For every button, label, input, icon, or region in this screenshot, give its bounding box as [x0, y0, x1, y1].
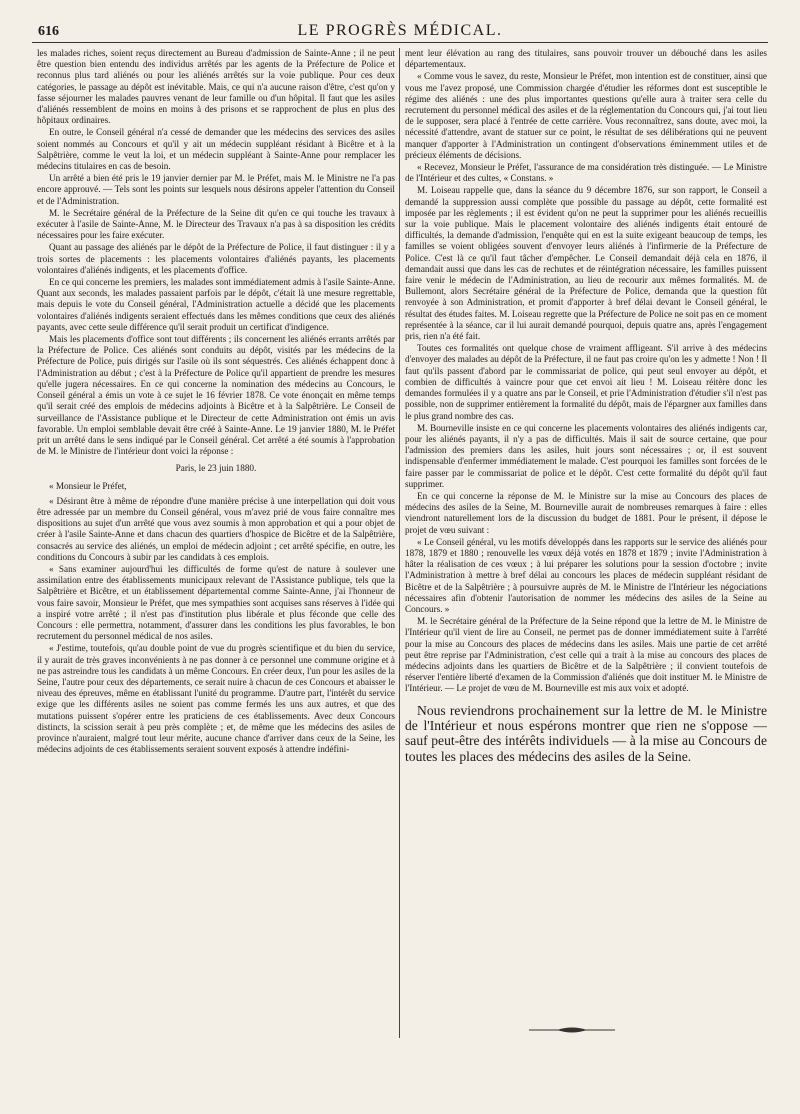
paragraph: « Recevez, Monsieur le Préfet, l'assurance de ma considération très distinguée. — Le Ministre de l'Intérieur et des cultes, « Constans. »	[405, 162, 767, 184]
right-column	[405, 48, 767, 1068]
paragraph: En outre, le Conseil général n'a cessé de demander que les médecins des services des asiles soient nommés au Concours et qu'il y ait un médecin suppléant résidant à Bicêtre et à la Salpêtrière, comme le veut la loi, et un médecin suppléant à Sainte-Anne pour remplacer les médecins titulaires en cas de besoin.	[37, 127, 395, 172]
running-title: LE PROGRÈS MÉDICAL.	[297, 22, 503, 39]
paragraph: Un arrêté a bien été pris le 19 janvier dernier par M. le Préfet, mais M. le Ministre ne l'a pas encore approuvé. — Tels sont les points sur lesquels nous désirons appeler l'attention du Conseil et de l'Administration.	[37, 173, 395, 206]
letter-date: Paris, le 23 juin 1880.	[175, 463, 257, 474]
column-divider	[399, 48, 400, 1038]
letter-paragraph: « Sans examiner aujourd'hui les difficultés de forme qu'est de nature à soulever une assimilation entre des établissements municipaux relevant de l'Assistance publique, tels que la Salpêtrière et Bicêtre, et un établissement départemental comme Sainte-Anne, j'ai l'honneur de vous faire savoir, Monsieur le Préfet, que mes sympathies sont acquises sans réserves à l'idée qui a inspiré votre arrêté ; il n'est pas d'institution plus libérale et plus féconde que celle des Concours : elle permettra, notamment, d'assurer dans les conditions les plus favorables, le bon recrutement du personnel médical de nos asiles.	[37, 563, 395, 642]
paragraph: « Comme vous le savez, du reste, Monsieur le Préfet, mon intention est de constituer, ainsi que vous me l'avez proposé, une Commission chargée d'étudier les réformes dont est susceptible le régime des aliénés : une des plus importantes questions qu'elle aura à traiter sera celle du recrutement du personnel médical des asiles et de la réglementation du Concours qui, j'ai tout lieu de le supposer, sera placé à l'entrée de cette carrière. Vous reconnaîtrez, sans doute, avec moi, la nécessité d'attendre, avant de statuer sur ce point, le résultat de ses délibérations qui ne peuvent manquer d'apporter à l'Administration un contingent d'observations éminemment utiles et de précieux éléments de décisions.	[405, 71, 767, 160]
page-number: 616	[38, 24, 59, 39]
paragraph: les malades riches, soient reçus directement au Bureau d'admission de Sainte-Anne ; il ne peut être question bien entendu des individus arrêtés par les agents de la Préfecture de Police et reconnus plus tard aliénés ou pour les aliénés arrêtés sur la voie publique. Pour ces deux catégories, le passage au dépôt est inévitable. Mais, ce qui n'a aucune raison d'être, c'est qu'on y fasse séjourner les malades pauvres venant de leur famille ou d'un hôpital. Il faut que les asiles d'aliénés ressemblent de moins en moins à des prisons et se rapprochent de plus en plus des hôpitaux ordinaires.	[37, 48, 395, 126]
end-ornament	[527, 1025, 617, 1035]
paragraph: M. Loiseau rappelle que, dans la séance du 9 décembre 1876, sur son rapport, le Conseil a demandé la suppression aussi complète que possible du passage au dépôt, cette formalité est imposée par les règlements ; il est évident qu'on ne peut la supprimer pour les aliénés recueillis sur la voie publique. Mais le placement volontaire des aliénés indigents était entouré de difficultés, la demande d'admission, l'enquête qui en est la suite exigeant beaucoup de temps, les familles se voient obligées souvent d'envoyer leurs aliénés à l'infirmerie de la Préfecture de Police. C'est là ce qu'il faut tâcher d'empêcher. Le Conseil demandait déjà cela en 1876, il demandait aussi que dans les cas de rechutes et de réintégration nécessaire, les familles puissent faire venir le médecin de l'Administration, au lieu de recourir aux mêmes formalités. M. de Bullemont, alors Secrétaire général de la Préfecture de Police, demanda que la question fût renvoyée à son Administration, et promit d'apporter à bref délai devant le Conseil général, le résultat des études faites. M. Loiseau regrette que la Préfecture de Police ne soit pas en ce moment représentée à la séance, car il lui aurait demandé pourquoi, depuis quatre ans, après l'engagement pris, rien n'a été fait.	[405, 185, 767, 342]
editorial-note: Nous reviendrons prochainement sur la lettre de M. le Ministre de l'Intérieur et nous espérons montrer que rien ne s'oppose — sauf peut-être des intérêts individuels — à la mise au Concours de toutes les places des médecins des asiles de la Seine.	[405, 702, 767, 764]
paragraph: En ce qui concerne la réponse de M. le Ministre sur la mise au Concours des places de médecins des asiles de la Seine, M. Bourneville aurait de nombreuses remarques à faire : elles viendront naturellement lors de la discussion du budget de 1881. Pour le présent, il dépose le projet de vœu suivant :	[405, 490, 767, 535]
paragraph: ment leur élévation au rang des titulaires, sans pouvoir trouver un débouché dans les asiles départementaux.	[405, 48, 767, 70]
page-header	[32, 22, 768, 44]
paragraph: En ce qui concerne les premiers, les malades sont immédiatement admis à l'asile Sainte-Anne. Quant aux seconds, les malades passaient parfois par le dépôt, c'était là une mesure regrettable, mais depuis le vote du Conseil général, l'Administration actuelle a décidé que les placements volontaires d'aliénés indigents seraient effectués dans les mêmes conditions que ceux des aliénés payants, avec cette seule différence qu'il serait produit un certificat d'indigence.	[37, 277, 395, 332]
letter-paragraph: « Désirant être à même de répondre d'une manière précise à une interpellation qui doit vous être adressée par un membre du Conseil général, vous m'avez prié de vous faire connaître mes dispositions au sujet d'un arrêté que vous avez soumis à mon approbation et qui a pour objet de créer à l'asile Sainte-Anne et dans chacun des quartiers d'hospice de Bicêtre et de la Salpêtrière, consacrés au service des aliénés, un emploi de médecin adjoint ; cet arrêté spécifie, en outre, les conditions du Concours à subir par les candidats à ces emplois.	[37, 495, 395, 562]
paragraph: « Le Conseil général, vu les motifs développés dans les rapports sur le service des aliénés pour 1878, 1879 et 1880 ; renouvelle les vœux déjà votés en 1878 et 1879 ; invite l'Administration à hâter la réalisation de ces vœux ; à lui préparer les solutions pour la session d'octobre ; invite l'Administration à mettre à bref délai au concours les places de médecin suppléant résidant de Bicêtre et de la Salpêtrière ; à poursuivre auprès de M. le Ministre de l'Intérieur les négociations nécessaires afin d'obtenir l'autorisation de nommer les médecins des asiles de la Seine au Concours. »	[405, 536, 767, 614]
left-column	[37, 48, 395, 1068]
paragraph: M. le Secrétaire général de la Préfecture de la Seine répond que la lettre de M. le Ministre de l'Intérieur qu'il vient de lire au Conseil, ne permet pas de donner immédiatement suite à l'arrêté pour la mise au Concours des places de médecins dans les asiles. Mais une partie de cet arrêté peut être reprise par l'Administration, c'est celle qui a trait à la mise au concours des places de médecins adjoints dans les quartiers de Bicêtre et de la Salpêtrière ; il convient toutefois de réserver l'entière liberté d'examen de la Commission d'aliénés que doit instituer M. le Ministre de l'Intérieur. — Le projet de vœu de M. Bourneville est mis aux voix et adopté.	[405, 616, 767, 694]
paragraph: M. le Secrétaire général de la Préfecture de la Seine dit qu'en ce qui touche les travaux à exécuter à l'asile de Sainte-Anne, M. le Directeur des Travaux n'a pas à sa disposition les crédits nécessaires pour les faire exécuter.	[37, 207, 395, 241]
paragraph: M. Bourneville insiste en ce qui concerne les placements volontaires des aliénés indigents car, pour les aliénés payants, il n'y a pas de difficultés. Mais il sait de source certaine, que pour l'admission des premiers dans les asiles, huit jours sont nécessaires ; or, il est souvent indispensable d'enfermer immédiatement le malade. C'est pourquoi les familles sont forcées de le faire passer par le commissariat de police et le dépôt. C'est cette formalité du dépôt qu'il faut supprimer.	[405, 422, 767, 489]
header-rule	[32, 42, 768, 43]
paragraph: Quant au passage des aliénés par le dépôt de la Préfecture de Police, il faut distinguer : il y a trois sortes de placements : les placements volontaires d'aliénés payants, les placements volontaires d'aliénés indigents, et les placements d'office.	[37, 242, 395, 275]
paragraph: Toutes ces formalités ont quelque chose de vraiment affligeant. S'il arrive à des médecins d'envoyer des malades au dépôt de la Préfecture, il ne faut pas croire qu'on les y admette ! Non ! Il faut qu'ils passent d'abord par le commissariat de police, qui peut seul envoyer au dépôt, et combien de difficultés à vaincre pour que cet envoi ait lieu ! M. Loiseau réitère donc les demandes formulées il y a quatre ans par le Conseil, et prie l'Administration d'étudier s'il n'est pas possible, non de supprimer entièrement la formalité du dépôt, mais de l'épargner aux familles dans le plus grand nombre des cas.	[405, 343, 767, 421]
letter-paragraph: « J'estime, toutefois, qu'au double point de vue du progrès scientifique et du bien du service, il y aurait de très graves inconvénients à ne pas donner à ce personnel une commune origine et à ne pas astreindre tous les candidats à un même Concours. En créer deux, l'un pour les asiles de la Seine, l'autre pour ceux des départements, ce serait nuire à chacun de ces Concours et abaisser le niveau des épreuves, même en établissant l'unité du programme. D'autre part, l'intérêt du service exige que les différents asiles ne soient pas comme fermés les uns aux autres, et que des mutations puissent s'opérer entre les praticiens de ces établissements. Avec deux Concours distincts, la scission serait à peu près complète ; et, de même que les médecins des asiles de province n'auraient, malgré tout leur mérite, aucune chance d'arriver dans ceux de la Seine, les médecins adjoints de ces établissements seraient souvent exposés à attendre indéfini-	[37, 643, 395, 755]
paragraph: Mais les placements d'office sont tout différents ; ils concernent les aliénés errants arrêtés par la Préfecture de Police. Ces aliénés sont conduits au dépôt, visités par les médecins de la Préfecture de Police, puis dirigés sur l'asile où ils sont séquestrés. Ces aliénés échappent donc à l'Administration au début ; c'est à la Préfecture de Police qu'il appartient de prendre les mesures qu'elle jugera nécessaires. En ce qui concerne la nomination des médecins au Concours, le Conseil général a émis un vote à ce sujet le 16 février 1878. Ce vote énonçait en même temps qu'il serait créé des emplois de médecins adjoints à Bicêtre et à la Salpêtrière. Le Conseil de surveillance de l'Assistance publique et le Directeur de cette Administration ont émis un avis favorable. Un emploi semblable devait être créé à Sainte-Anne. Le 19 janvier 1880, M. le Préfet prit un arrêté dans le sens indiqué par le Conseil général. Cet arrêté a été soumis à l'approbation de M. le Ministre de l'intérieur dont voici la réponse :	[37, 334, 395, 457]
letter-salutation: « Monsieur le Préfet,	[49, 480, 127, 491]
